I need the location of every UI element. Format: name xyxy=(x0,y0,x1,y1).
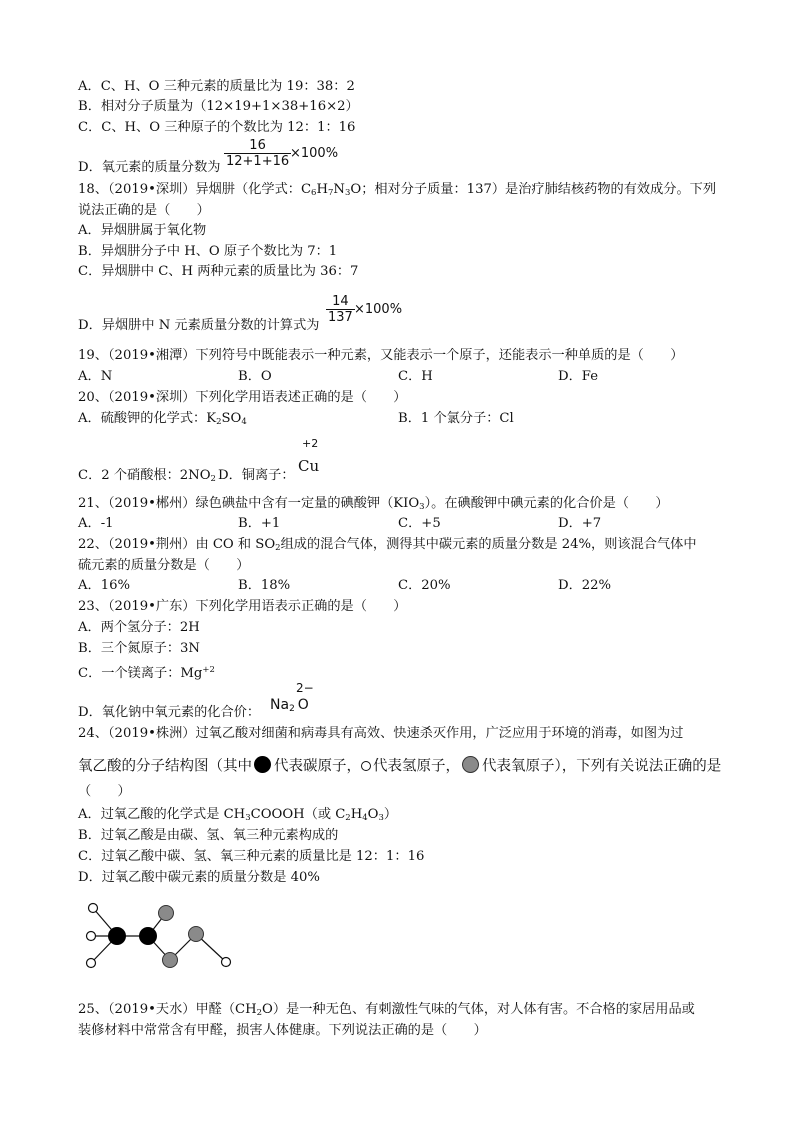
oxygen-atom xyxy=(163,953,178,968)
peracetic-acid-structure-diagram xyxy=(80,900,250,975)
hydrogen-atom xyxy=(87,959,96,968)
hydrogen-atom xyxy=(89,904,98,913)
fraction-denominator: 12+1+16 xyxy=(226,154,290,169)
q18-option-d-percent: ×100% xyxy=(354,302,403,317)
q17-option-a: A．C、H、O 三种元素的质量比为 19：38：2 xyxy=(78,79,355,94)
q22-stem-line2: 硫元素的质量分数是（ ） xyxy=(78,558,250,573)
q22-option-a: A．16% xyxy=(78,578,131,593)
q22-option-d: D．22% xyxy=(558,578,612,593)
q21-option-b: B．+1 xyxy=(238,516,281,531)
hydrogen-atom-icon xyxy=(361,761,371,771)
q24-stem-line2: 氧乙酸的分子结构图（其中 代表碳原子， 代表氢原子， 代表氧原子），下列有关说法正确的是 xyxy=(78,756,721,777)
q17-option-d-label: D．氧元素的质量分数为 xyxy=(78,160,221,175)
q20-option-d-charge: +2 xyxy=(302,437,319,450)
q21-option-d: D．+7 xyxy=(558,516,602,531)
q23-option-b: B．三个氮原子：3N xyxy=(78,641,200,656)
fraction-denominator: 137 xyxy=(328,310,353,325)
oxygen-atom xyxy=(189,927,204,942)
hydrogen-atom xyxy=(222,958,231,967)
q19-option-c: C．H xyxy=(398,369,433,384)
q23-stem: 23、（2019•广东）下列化学用语表示正确的是（ ） xyxy=(78,599,407,614)
oxygen-atom xyxy=(159,906,174,921)
carbon-atom xyxy=(139,927,157,945)
q23-option-d-charge: 2− xyxy=(296,681,314,695)
fraction-numerator: 14 xyxy=(332,294,349,309)
q24-option-a: A．过氧乙酸的化学式是 $CH_3COOOH$（或 $C_2H_4O_3$） xyxy=(78,807,398,823)
hydrogen-atom xyxy=(87,932,96,941)
q22-stem: 22、（2019•荆州）由 CO 和 $SO_2$组成的混合气体，测得其中碳元素的质量分数是 24%，则该混合气体中 xyxy=(78,537,697,553)
q20-option-c: C．2 个硝酸根：$2NO_2$ xyxy=(78,468,216,484)
carbon-atom xyxy=(108,927,126,945)
q21-option-a: A．-1 xyxy=(78,516,114,531)
q23-option-c: C．一个镁离子：$Mg^{+2}$ xyxy=(78,665,215,681)
q20-option-a: A．硫酸钾的化学式：$K_2SO_4$ xyxy=(78,411,247,427)
q20-option-b: B．1 个氯分子：Cl xyxy=(398,411,514,426)
q24-option-d: D．过氧乙酸中碳元素的质量分数是 40% xyxy=(78,870,320,885)
q22-option-b: B．18% xyxy=(238,578,291,593)
q19-stem: 19、（2019•湘潭）下列符号中既能表示一种元素，又能表示一个原子，还能表示一种单质的是（ ） xyxy=(78,348,684,363)
q17-option-d-fraction xyxy=(224,138,291,169)
q21-option-c: C．+5 xyxy=(398,516,441,531)
q23-option-a: A．两个氢分子：2H xyxy=(78,620,200,635)
q25-stem-line2: 装修材料中常常含有甲醛，损害人体健康。下列说法正确的是（ ） xyxy=(78,1023,487,1038)
q19-option-b: B．O xyxy=(238,369,272,384)
q19-option-d: D．Fe xyxy=(558,369,598,384)
q18-stem-line2: 说法正确的是（ ） xyxy=(78,203,210,218)
q18-option-d-fraction xyxy=(326,294,355,325)
q20-option-d-symbol: Cu xyxy=(298,457,320,475)
q18-option-c: C．异烟肼中 C、H 两种元素的质量比为 36：7 xyxy=(78,264,359,279)
q23-option-d-label: D．氧化钠中氧元素的化合价： xyxy=(78,705,261,720)
q21-stem: 21、（2019•郴州）绿色碘盐中含有一定量的碘酸钾$(KIO_3)$。在碘酸钾中碘元素的化合价是（ ） xyxy=(78,496,669,512)
q22-option-c: C．20% xyxy=(398,578,451,593)
q18-option-b: B．异烟肼分子中 H、O 原子个数比为 7：1 xyxy=(78,244,338,259)
q18-stem: 18、（2019•深圳）异烟肼（化学式：$C_6H_7N_3O$；相对分子质量：137）是治疗肺结核药物的有效成分。下列 xyxy=(78,182,717,198)
q18-option-d-label: D．异烟肼中 N 元素质量分数的计算式为 xyxy=(78,318,320,333)
q17-option-d-percent: ×100% xyxy=(290,146,339,161)
q24-option-b: B．过氧乙酸是由碳、氢、氧三种元素构成的 xyxy=(78,828,339,843)
fraction-numerator: 16 xyxy=(249,138,266,153)
q19-option-a: A．N xyxy=(78,369,113,384)
q17-option-b: B．相对分子质量为（12×19+1×38+16×2） xyxy=(78,99,359,114)
q24-stem-line3: （ ） xyxy=(78,784,131,799)
q23-option-d-formula: Na2 O xyxy=(270,697,309,714)
q24-stem: 24、（2019•株洲）过氧乙酸对细菌和病毒具有高效、快速杀灭作用，广泛应用于环境的消毒，如图为过 xyxy=(78,726,684,741)
q20-option-d-label: D．铜离子： xyxy=(218,468,295,483)
carbon-atom-icon xyxy=(254,756,271,773)
q18-option-a: A．异烟肼属于氧化物 xyxy=(78,223,207,238)
oxygen-atom-icon xyxy=(462,756,479,773)
q17-option-c: C．C、H、O 三种原子的个数比为 12：1：16 xyxy=(78,120,356,135)
q25-stem: 25、（2019•天水）甲醛$(CH_2O)$是一种无色、有刺激性气味的气体，对人体有害。不合格的家居用品或 xyxy=(78,1002,695,1018)
q20-stem: 20、（2019•深圳）下列化学用语表述正确的是（ ） xyxy=(78,390,407,405)
q24-option-c: C．过氧乙酸中碳、氢、氧三种元素的质量比是 12：1：16 xyxy=(78,849,425,864)
